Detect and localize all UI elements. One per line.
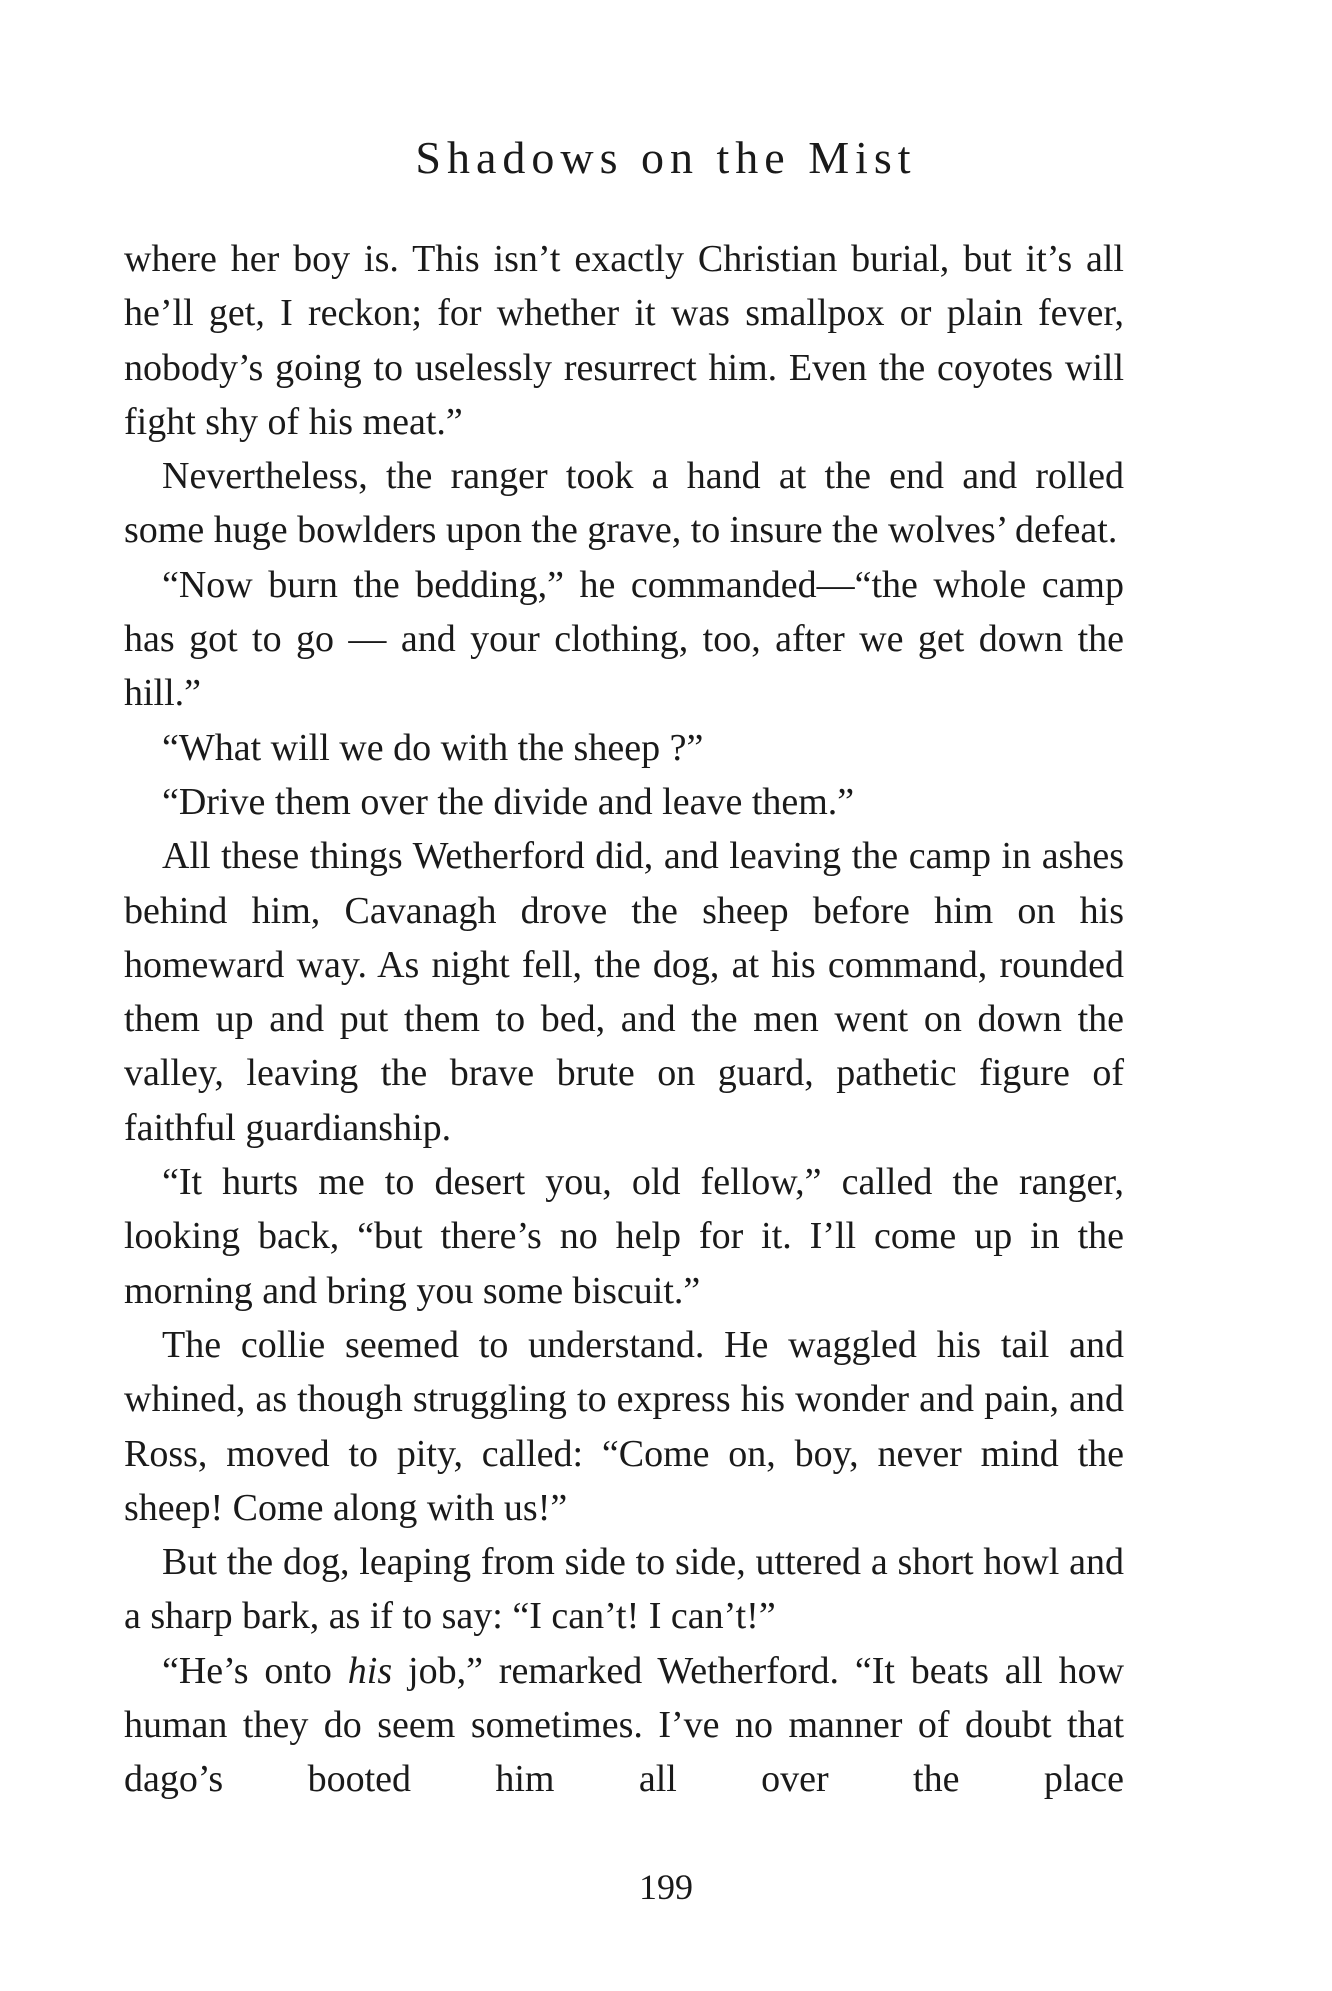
paragraph-3: “Now burn the bedding,” he commanded—“the whole camp has got to go — and your clothing, too, after we get down the hill.” — [124, 563, 1124, 715]
paragraph-10-before: “He’s onto — [162, 1649, 348, 1692]
page-number: 199 — [639, 1867, 693, 1907]
paragraph-1: where her boy is. This isn’t exactly Christian burial, but it’s all he’ll get, I reckon; for whether it was smallpox or plain fever, nobody’s going to uselessly resurrect him. Even the coyotes will fight shy of his meat.” — [124, 238, 1124, 443]
paragraph-4: “What will we do with the sheep ?” — [162, 726, 704, 769]
paragraph-5: “Drive them over the divide and leave them.” — [162, 780, 855, 823]
paragraph-9: But the dog, leaping from side to side, uttered a short howl and a sharp bark, as if to say: “I can’t! I can’t!” — [124, 1541, 1124, 1638]
paragraph-2: Nevertheless, the ranger took a hand at the end and rolled some huge bowlders upon the grave, to insure the wolves’ defeat. — [124, 455, 1124, 552]
body-text — [124, 232, 1124, 1807]
paragraph-10-italic: his — [347, 1649, 393, 1692]
paragraph-10-after: job,” remarked Wetherford. “It beats all how human they do seem sometimes. I’ve no manner of doubt that dago’s booted him all over the place — [124, 1649, 1125, 1801]
paragraph-10 — [124, 1644, 1124, 1807]
running-head: Shadows on the Mist — [415, 132, 917, 183]
paragraph-7: “It hurts me to desert you, old fellow,” called the ranger, looking back, “but there’s no help for it. I’ll come up in the morning and bring you some biscuit.” — [124, 1161, 1124, 1312]
paragraph-8: The collie seemed to understand. He waggled his tail and whined, as though struggling to express his wonder and pain, and Ross, moved to pity, called: “Come on, boy, never mind the sheep! Come along with us!” — [124, 1323, 1124, 1529]
paragraph-6: All these things Wetherford did, and leaving the camp in ashes behind him, Cavanagh drove the sheep before him on his homeward way. As night fell, the dog, at his command, rounded them up and put them to bed, and the men went on down the valley, leaving the brave brute on guard, pathetic figure of faithful guardianship. — [124, 835, 1124, 1149]
